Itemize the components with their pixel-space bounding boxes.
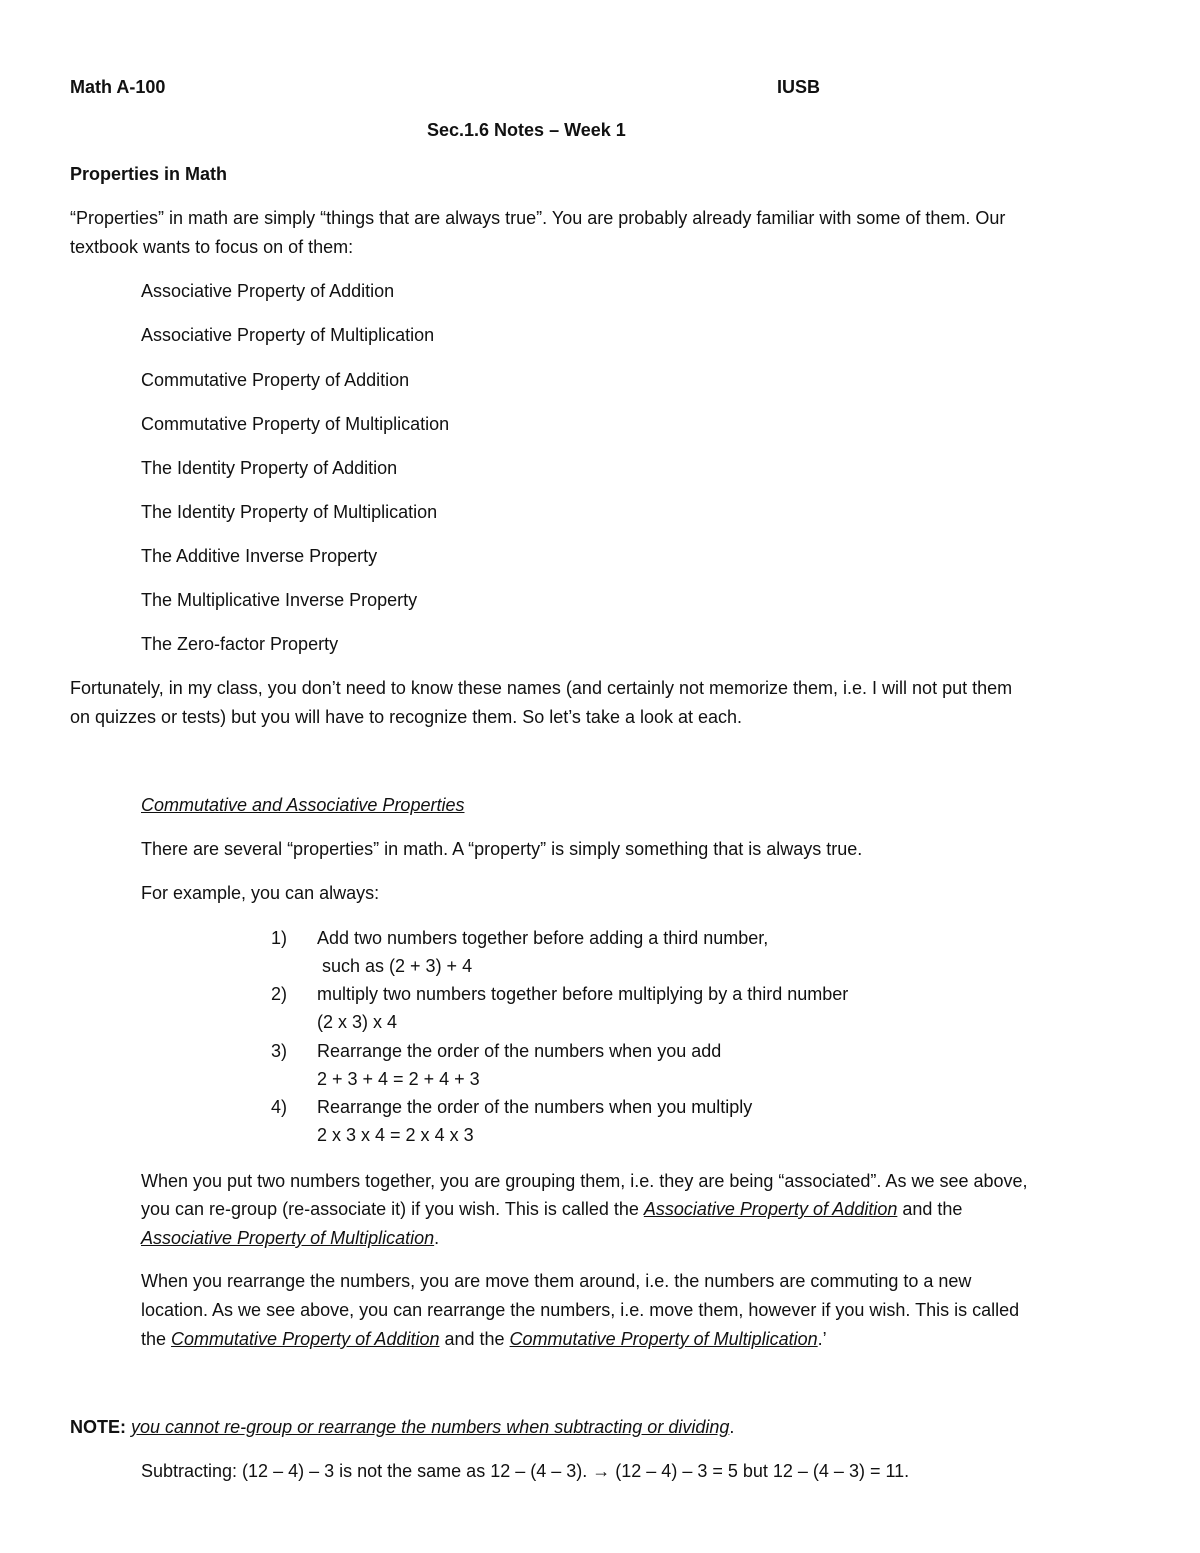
item-text: Add two numbers together before adding a third number,: [317, 928, 769, 948]
note-line: [70, 1416, 734, 1438]
item-number: 4): [271, 1097, 288, 1117]
example-intro: For example, you can always:: [141, 883, 380, 903]
paragraph-text: and the: [439, 1329, 510, 1349]
subtracting-text: Subtracting: (12 – 4) – 3 is not the same as 12 – (4 – 3).: [141, 1461, 588, 1481]
property-list-item: The Multiplicative Inverse Property: [141, 590, 418, 610]
item-example: 2 + 3 + 4 = 2 + 4 + 3: [317, 1069, 480, 1089]
property-list-item: The Identity Property of Multiplication: [141, 502, 438, 522]
associative-paragraph-line-2: [141, 1198, 962, 1220]
intro-line-2: textbook wants to focus on of them:: [70, 237, 354, 257]
item-example: 2 x 3 x 4 = 2 x 4 x 3: [317, 1125, 474, 1145]
arrow-right-icon: →: [592, 1461, 611, 1481]
property-list-item: Commutative Property of Multiplication: [141, 414, 450, 434]
numbered-item: [271, 1096, 752, 1118]
fortunately-line-2: on quizzes or tests) but you will have to recognize them. So let’s take a look at each.: [70, 707, 743, 727]
intro-line-1: “Properties” in math are simply “things that are always true”. You are probably already familiar with some of them. Our: [70, 208, 1006, 228]
numbered-item: [271, 983, 848, 1005]
item-number: 1): [271, 928, 288, 948]
subtracting-result: (12 – 4) – 3 = 5 but 12 – (4 – 3) = 11.: [615, 1461, 910, 1481]
term-commutative-multiplication: Commutative Property of Multiplication: [509, 1329, 818, 1349]
document-subtitle: Sec.1.6 Notes – Week 1: [427, 120, 626, 140]
section-heading-comm-assoc: Commutative and Associative Properties: [141, 795, 465, 815]
item-number: 2): [271, 984, 288, 1004]
associative-paragraph-line-1: When you put two numbers together, you are grouping them, i.e. they are being “associated”. As we see above,: [141, 1171, 1028, 1191]
note-label: NOTE:: [70, 1417, 126, 1437]
commutative-paragraph-line-3: [141, 1328, 827, 1350]
subtracting-example: [141, 1460, 909, 1482]
commutative-paragraph-line-2: location. As we see above, you can rearrange the numbers, i.e. move them, however if you wish. This is called: [141, 1300, 1020, 1320]
numbered-item: [271, 927, 768, 949]
section-heading-properties: Properties in Math: [70, 164, 228, 184]
property-list-item: The Additive Inverse Property: [141, 546, 378, 566]
numbered-item: [271, 1040, 721, 1062]
term-associative-multiplication: Associative Property of Multiplication: [141, 1228, 435, 1248]
properties-definition: There are several “properties” in math. A “property” is simply something that is always true.: [141, 839, 863, 859]
property-list-item: Commutative Property of Addition: [141, 370, 410, 390]
paragraph-text: the: [141, 1329, 172, 1349]
property-list-item: The Identity Property of Addition: [141, 458, 398, 478]
paragraph-text: you can re-group (re-associate it) if you wish. This is called the: [141, 1199, 644, 1219]
associative-paragraph-line-3: [141, 1227, 439, 1249]
fortunately-line-1: Fortunately, in my class, you don’t need to know these names (and certainly not memorize them, i.e. I will not put them: [70, 678, 1013, 698]
paragraph-text: .: [434, 1228, 440, 1248]
property-list-item: Associative Property of Addition: [141, 281, 395, 301]
item-example: (2 x 3) x 4: [317, 1012, 398, 1032]
property-list-item: Associative Property of Multiplication: [141, 325, 435, 345]
item-text: Rearrange the order of the numbers when you multiply: [317, 1097, 753, 1117]
item-example: [317, 955, 472, 977]
property-list-item: The Zero-factor Property: [141, 634, 339, 654]
item-example-text: such as (2 + 3) + 4: [322, 956, 473, 976]
commutative-paragraph-line-1: When you rearrange the numbers, you are move them around, i.e. the numbers are commuting to a new: [141, 1271, 972, 1291]
item-number: 3): [271, 1041, 288, 1061]
note-end: .: [729, 1417, 735, 1437]
paragraph-text: .’: [817, 1329, 827, 1349]
term-commutative-addition: Commutative Property of Addition: [171, 1329, 440, 1349]
paragraph-text: and the: [897, 1199, 963, 1219]
term-associative-addition: Associative Property of Addition: [643, 1199, 898, 1219]
item-text: Rearrange the order of the numbers when you add: [317, 1041, 722, 1061]
school-name: IUSB: [777, 77, 821, 97]
item-text: multiply two numbers together before multiplying by a third number: [317, 984, 849, 1004]
note-text: you cannot re-group or rearrange the numbers when subtracting or dividing: [131, 1417, 730, 1437]
course-title: Math A-100: [70, 77, 166, 97]
